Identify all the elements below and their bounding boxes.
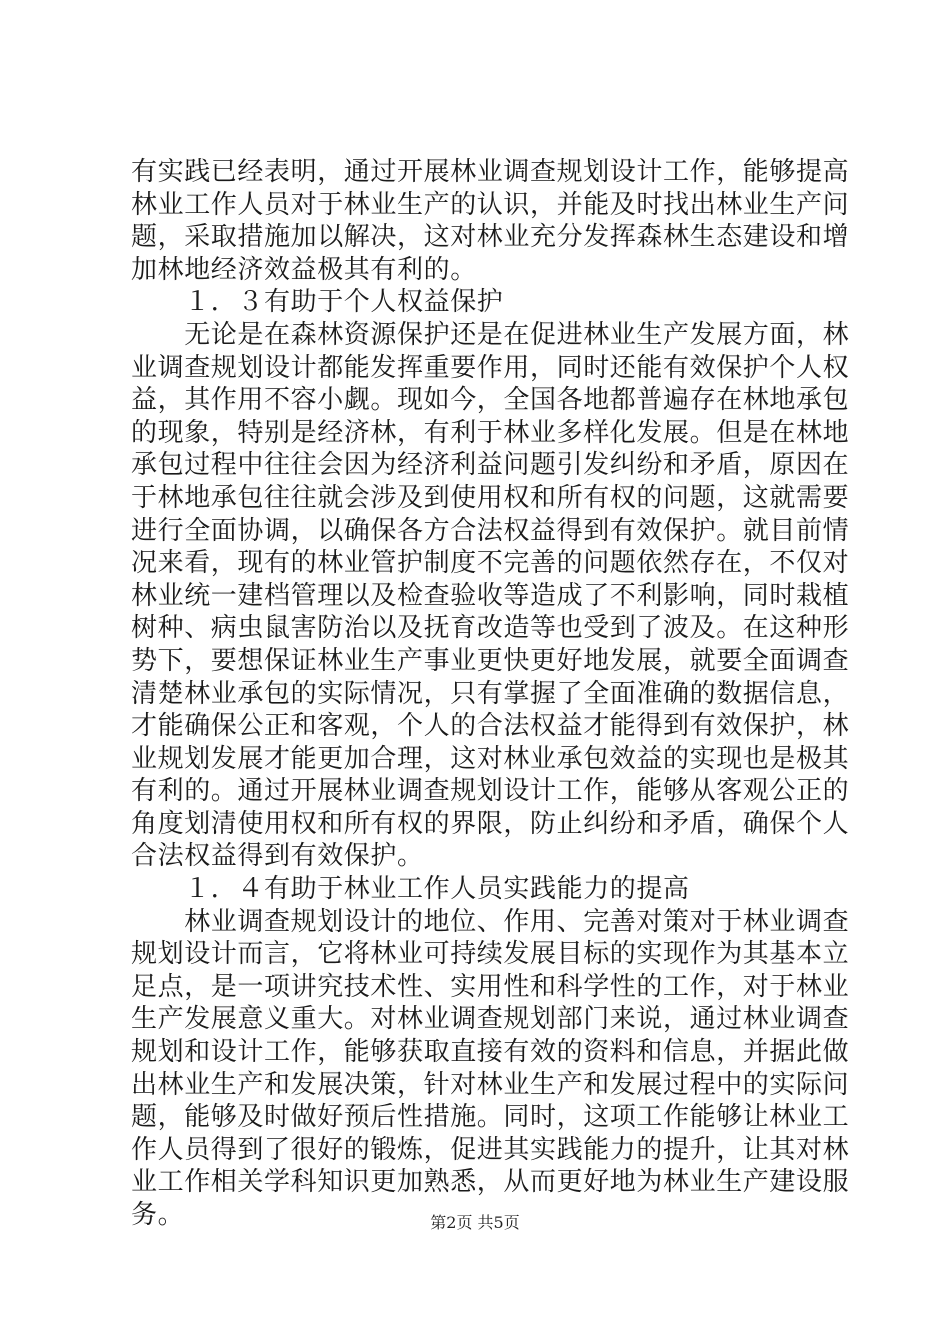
text-line: 题，能够及时做好预后性措施。同时，这项工作能够让林业工 xyxy=(131,1102,850,1133)
text-line: 的现象，特别是经济林，有利于林业多样化发展。但是在林地 xyxy=(131,417,850,448)
text-line: 才能确保公正和客观，个人的合法权益才能得到有效保护，林 xyxy=(131,711,850,742)
text-line: 合法权益得到有效保护。 xyxy=(131,841,424,872)
text-line: 有实践已经表明，通过开展林业调查规划设计工作，能够提高 xyxy=(131,157,850,187)
text-line: 加林地经济效益极其有利的。 xyxy=(131,254,477,285)
text-line: 承包过程中往往会因为经济利益问题引发纠纷和矛盾，原因在 xyxy=(131,450,850,481)
document-body xyxy=(131,156,850,1232)
text-line: 足点，是一项讲究技术性、实用性和科学性的工作，对于林业 xyxy=(131,971,850,1002)
text-line: 林业工作人员对于林业生产的认识，并能及时找出林业生产问 xyxy=(131,189,850,220)
text-line: 务。 xyxy=(131,1200,185,1230)
text-line: 出林业生产和发展决策，针对林业生产和发展过程中的实际问 xyxy=(131,1069,850,1100)
text-line: 于林地承包往往就会涉及到使用权和所有权的问题，这就需要 xyxy=(131,482,850,513)
text-line: 无论是在森林资源保护还是在促进林业生产发展方面，林 xyxy=(131,319,850,350)
text-line: 益，其作用不容小觑。现如今，全国各地都普遍存在林地承包 xyxy=(131,385,850,416)
text-line: 业规划发展才能更加合理，这对林业承包效益的实现也是极其 xyxy=(131,743,850,774)
text-line: 清楚林业承包的实际情况，只有掌握了全面准确的数据信息， xyxy=(131,678,850,709)
section-heading-1-4: １．４有助于林业工作人员实践能力的提高 xyxy=(131,874,690,905)
text-line: 作人员得到了很好的锻炼，促进其实践能力的提升，让其对林 xyxy=(131,1134,850,1165)
text-line: 况来看，现有的林业管护制度不完善的问题依然存在，不仅对 xyxy=(131,548,850,579)
text-line: 业调查规划设计都能发挥重要作用，同时还能有效保护个人权 xyxy=(131,352,850,383)
text-line: 角度划清使用权和所有权的界限，防止纠纷和矛盾，确保个人 xyxy=(131,808,850,839)
text-line: 规划设计而言，它将林业可持续发展目标的实现作为其基本立 xyxy=(131,939,850,970)
text-line: 势下，要想保证林业生产事业更快更好地发展，就要全面调查 xyxy=(131,645,850,676)
section-heading-1-3: １．３有助于个人权益保护 xyxy=(131,287,504,318)
text-line: 树种、病虫鼠害防治以及抚育改造等也受到了波及。在这种形 xyxy=(131,613,850,644)
text-line: 进行全面协调，以确保各方合法权益得到有效保护。就目前情 xyxy=(131,515,850,546)
text-line: 规划和设计工作，能够获取直接有效的资料和信息，并据此做 xyxy=(131,1037,850,1068)
text-line: 业工作相关学科知识更加熟悉，从而更好地为林业生产建设服 xyxy=(131,1167,850,1198)
text-line: 林业统一建档管理以及检查验收等造成了不利影响，同时栽植 xyxy=(131,580,850,611)
text-line: 有利的。通过开展林业调查规划设计工作，能够从客观公正的 xyxy=(131,776,850,807)
page-footer: 第2页 共5页 xyxy=(430,1213,520,1232)
text-line: 题，采取措施加以解决，这对林业充分发挥森林生态建设和增 xyxy=(131,222,850,253)
text-line: 林业调查规划设计的地位、作用、完善对策对于林业调查 xyxy=(131,906,850,937)
text-line: 生产发展意义重大。对林业调查规划部门来说，通过林业调查 xyxy=(131,1004,850,1035)
